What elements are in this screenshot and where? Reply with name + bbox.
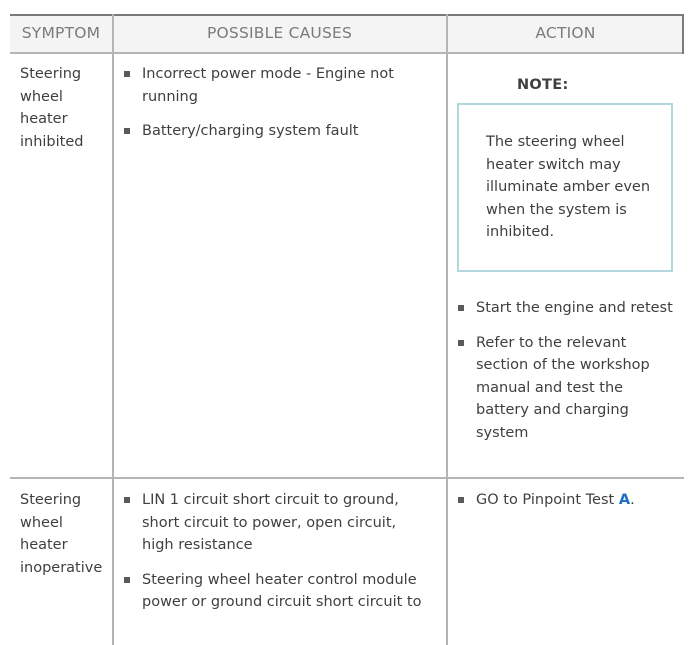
bullet-square-icon [124,497,130,503]
row1-actions-list [456,297,678,456]
diagnostic-table [10,14,684,645]
column-divider-1 [112,14,114,645]
bullet-square-icon [458,340,464,346]
cause-text: Steering wheel heater control module power or ground circuit short circuit to [142,571,422,610]
header-symptom [10,14,112,52]
row2-symptom [20,489,104,579]
bullet-square-icon [124,128,130,134]
row2-actions-list [456,489,678,524]
bullet-square-icon [458,305,464,311]
bullet-square-icon [458,497,464,503]
list-item [122,489,432,557]
list-item [456,489,678,512]
table-right-border [682,14,684,54]
note-text: The steering wheel heater switch may illuminate amber even when the system is inhibited. [486,134,651,240]
note-title-text: NOTE: [517,77,569,93]
list-item [456,332,678,445]
cause-text: Incorrect power mode - Engine not running [142,66,394,105]
row2-causes-list [122,489,432,626]
list-item [122,120,432,143]
bullet-square-icon [124,577,130,583]
header-symptom-label: SYMPTOM [21,24,101,42]
row1-symptom [20,63,104,153]
header-action-label: ACTION [535,24,596,42]
header-causes-label: POSSIBLE CAUSES [206,24,353,42]
list-item [122,63,432,108]
cause-text: Battery/charging system fault [142,123,359,139]
row2-symptom-text: Steering wheel heater inoperative [20,492,103,576]
action-text: Start the engine and retest [476,300,673,316]
header-causes [113,14,446,52]
action-suffix: . [630,492,635,508]
header-action [447,14,684,52]
pinpoint-test-a-link[interactable]: A [618,492,631,508]
note-box [457,103,673,272]
list-item [456,297,678,320]
list-item [122,569,432,614]
action-text: GO to Pinpoint Test [476,492,615,508]
cause-text: LIN 1 circuit short circuit to ground, short circuit to power, open circuit, high resistance [142,492,399,553]
bullet-square-icon [124,71,130,77]
row1-symptom-text: Steering wheel heater inhibited [20,66,84,150]
note-title [517,77,569,93]
column-divider-2 [446,14,448,645]
action-text: Refer to the relevant section of the workshop manual and test the battery and charging system [476,334,650,441]
row1-causes-list [122,63,432,155]
